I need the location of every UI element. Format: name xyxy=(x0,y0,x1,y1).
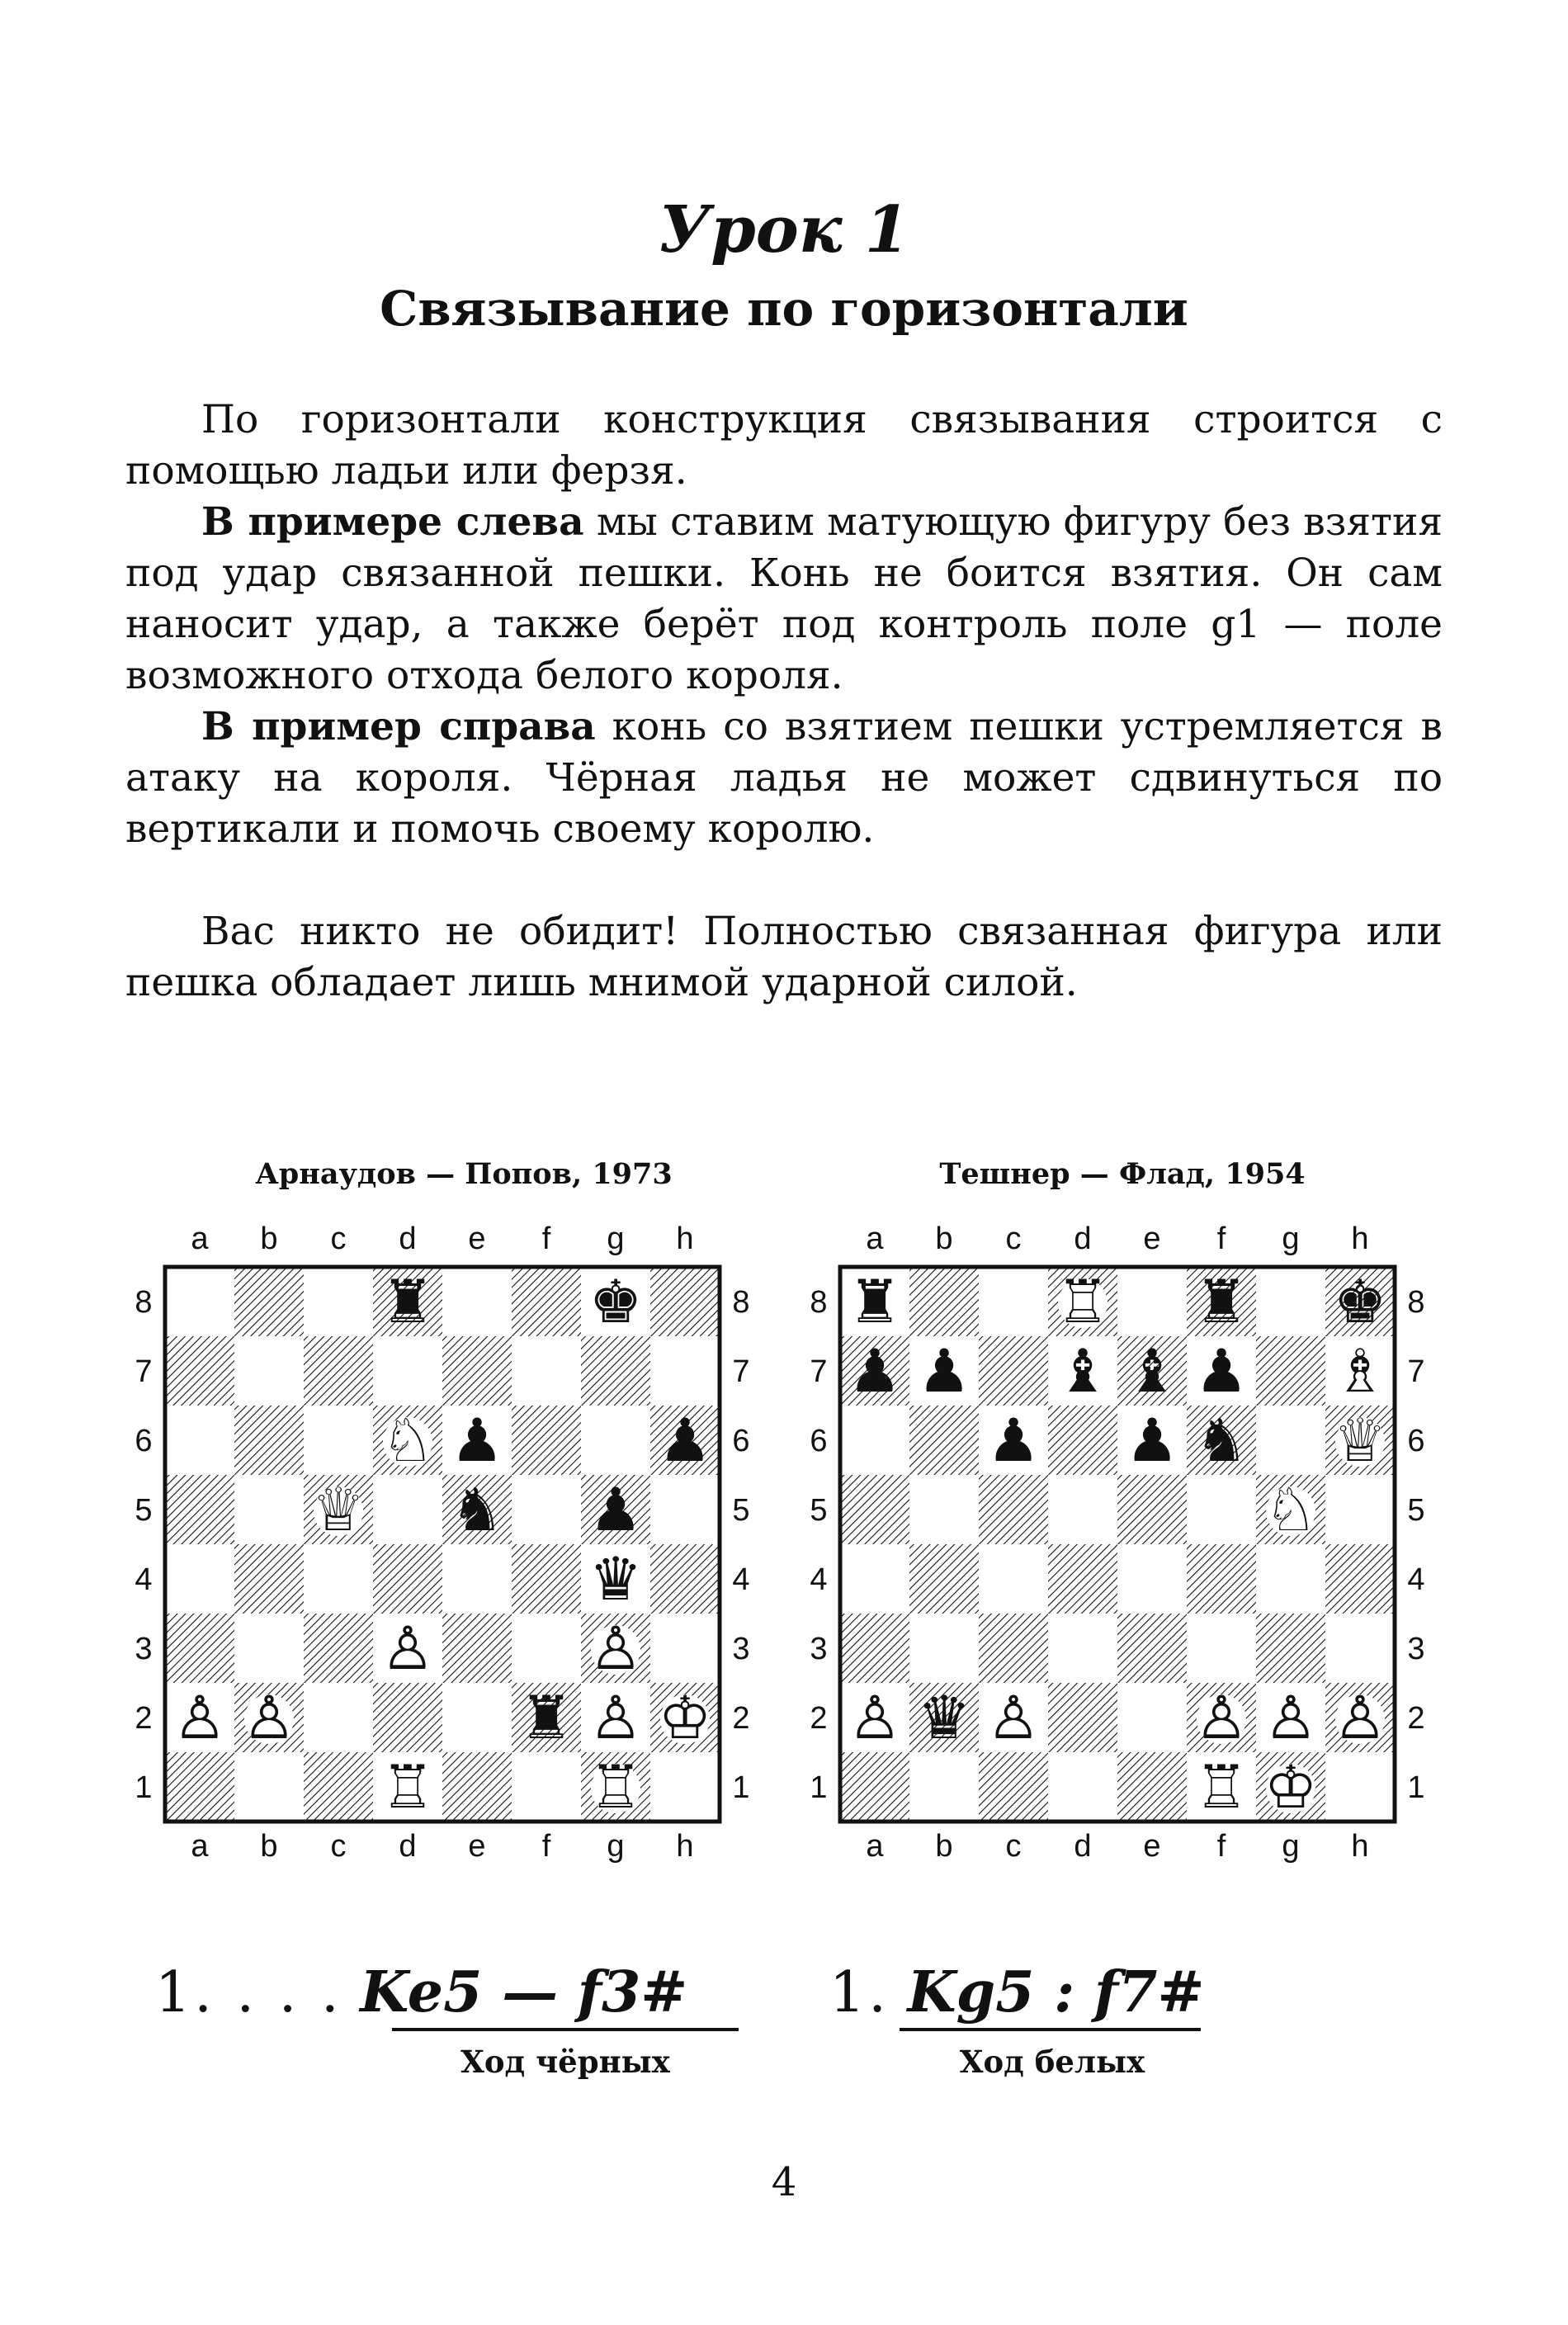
square-f3 xyxy=(1187,1614,1256,1683)
file-label-a-bottom: a xyxy=(191,1829,209,1864)
square-h4 xyxy=(1325,1544,1395,1614)
paragraph-3 xyxy=(125,702,1443,855)
black-pawn-e6: ♟ xyxy=(1125,1406,1179,1475)
square-d2 xyxy=(1048,1683,1117,1752)
black-rook-f8: ♜ xyxy=(1194,1267,1249,1336)
square-b6 xyxy=(234,1406,304,1475)
square-b5 xyxy=(909,1475,979,1544)
square-b3 xyxy=(909,1614,979,1683)
paragraph-1: По горизонтали конструкция связывания строится с помощью ладьи или ферзя. xyxy=(125,397,1443,494)
rank-label-7-right: 7 xyxy=(732,1354,750,1389)
rank-label-5-left: 5 xyxy=(135,1493,153,1528)
right-chess-board xyxy=(791,1217,1517,1878)
rank-label-8-left: 8 xyxy=(135,1285,153,1320)
rank-label-8-right: 8 xyxy=(1407,1285,1425,1320)
square-b8 xyxy=(909,1267,979,1336)
file-label-a-top: a xyxy=(191,1222,209,1256)
rank-label-5-right: 5 xyxy=(732,1493,750,1528)
file-label-h-top: h xyxy=(676,1222,694,1256)
file-label-g-bottom: g xyxy=(607,1829,625,1864)
square-c7 xyxy=(979,1336,1048,1406)
square-e3 xyxy=(1117,1614,1187,1683)
square-b6 xyxy=(909,1406,979,1475)
rank-label-1-left: 1 xyxy=(135,1770,153,1805)
black-pawn-f7: ♟ xyxy=(1194,1336,1249,1406)
square-c8 xyxy=(979,1267,1048,1336)
black-king-g8: ♚ xyxy=(588,1267,643,1336)
black-rook-f2: ♜ xyxy=(519,1683,574,1752)
left-move-line xyxy=(155,1959,688,2025)
file-label-f-top: f xyxy=(1216,1222,1226,1256)
rank-label-7-left: 7 xyxy=(810,1354,828,1389)
black-knight-e5: ♞ xyxy=(450,1475,504,1544)
paragraph-2 xyxy=(125,497,1443,702)
square-c4 xyxy=(979,1544,1048,1614)
white-knight-d6: ♘ xyxy=(380,1406,435,1475)
rank-label-5-left: 5 xyxy=(810,1493,828,1528)
square-a7 xyxy=(165,1336,234,1406)
right-move-caption: Ход белых xyxy=(959,2044,1145,2080)
square-g7 xyxy=(581,1336,650,1406)
file-label-e-bottom: e xyxy=(1143,1829,1161,1864)
file-label-h-bottom: h xyxy=(1351,1829,1369,1864)
square-c6 xyxy=(304,1406,373,1475)
left-move-notation: Ke5 — f3# xyxy=(360,1959,688,2025)
body-text xyxy=(125,395,1443,1009)
left-chess-board xyxy=(116,1217,842,1878)
square-f5 xyxy=(1187,1475,1256,1544)
white-rook-g1: ♖ xyxy=(588,1752,643,1822)
white-pawn-g3: ♙ xyxy=(588,1614,643,1683)
square-a5 xyxy=(840,1475,909,1544)
black-pawn-e6: ♟ xyxy=(450,1406,504,1475)
square-b1 xyxy=(234,1752,304,1822)
white-bishop-h7: ♗ xyxy=(1333,1336,1387,1406)
square-g3 xyxy=(1256,1614,1325,1683)
rank-label-3-right: 3 xyxy=(732,1632,750,1666)
file-label-e-bottom: e xyxy=(468,1829,486,1864)
rank-label-6-right: 6 xyxy=(732,1424,750,1458)
square-f7 xyxy=(512,1336,581,1406)
paragraph-3-text: конь со взятием пешки устремляется в атаку на короля. Чёрная ладья не может сдвинуться по вертикали и помочь своему королю. xyxy=(125,704,1443,852)
black-queen-g4: ♛ xyxy=(588,1544,643,1614)
rank-label-2-right: 2 xyxy=(732,1701,750,1736)
rank-label-8-right: 8 xyxy=(732,1285,750,1320)
square-e4 xyxy=(1117,1544,1187,1614)
square-d4 xyxy=(373,1544,442,1614)
file-label-a-top: a xyxy=(866,1222,884,1256)
rank-label-7-right: 7 xyxy=(1407,1354,1425,1389)
black-bishop-d7: ♝ xyxy=(1056,1336,1110,1406)
square-f1 xyxy=(512,1752,581,1822)
white-pawn-d3: ♙ xyxy=(380,1614,435,1683)
white-pawn-g2: ♙ xyxy=(588,1683,643,1752)
square-a4 xyxy=(840,1544,909,1614)
white-rook-d1: ♖ xyxy=(380,1752,435,1822)
file-label-c-top: c xyxy=(330,1222,347,1256)
file-label-h-bottom: h xyxy=(676,1829,694,1864)
rank-label-3-left: 3 xyxy=(135,1632,153,1666)
square-c4 xyxy=(304,1544,373,1614)
square-c3 xyxy=(304,1614,373,1683)
file-label-c-bottom: c xyxy=(330,1829,347,1864)
square-e4 xyxy=(442,1544,512,1614)
file-label-d-top: d xyxy=(399,1222,417,1256)
rank-label-2-left: 2 xyxy=(135,1701,153,1736)
square-b3 xyxy=(234,1614,304,1683)
file-label-b-bottom: b xyxy=(935,1829,953,1864)
square-a6 xyxy=(840,1406,909,1475)
file-label-d-bottom: d xyxy=(399,1829,417,1864)
white-pawn-a2: ♙ xyxy=(172,1683,227,1752)
square-c1 xyxy=(304,1752,373,1822)
file-label-g-bottom: g xyxy=(1282,1829,1300,1864)
square-f4 xyxy=(1187,1544,1256,1614)
square-e8 xyxy=(442,1267,512,1336)
square-c8 xyxy=(304,1267,373,1336)
rank-label-1-right: 1 xyxy=(732,1770,750,1805)
square-d5 xyxy=(1048,1475,1117,1544)
square-a1 xyxy=(840,1752,909,1822)
square-e2 xyxy=(442,1683,512,1752)
file-label-b-bottom: b xyxy=(260,1829,278,1864)
square-e7 xyxy=(442,1336,512,1406)
rank-label-7-left: 7 xyxy=(135,1354,153,1389)
rank-label-5-right: 5 xyxy=(1407,1493,1425,1528)
square-e1 xyxy=(1117,1752,1187,1822)
file-label-g-top: g xyxy=(1282,1222,1300,1256)
square-f3 xyxy=(512,1614,581,1683)
black-pawn-g5: ♟ xyxy=(588,1475,643,1544)
square-h8 xyxy=(650,1267,720,1336)
square-d7 xyxy=(373,1336,442,1406)
file-label-d-bottom: d xyxy=(1074,1829,1092,1864)
page-number: 4 xyxy=(771,2159,797,2205)
square-c5 xyxy=(979,1475,1048,1544)
square-d4 xyxy=(1048,1544,1117,1614)
square-b8 xyxy=(234,1267,304,1336)
square-b5 xyxy=(234,1475,304,1544)
black-pawn-b7: ♟ xyxy=(917,1336,971,1406)
rank-label-4-right: 4 xyxy=(1407,1562,1425,1597)
square-f5 xyxy=(512,1475,581,1544)
square-h3 xyxy=(650,1614,720,1683)
black-queen-b2: ♛ xyxy=(917,1683,971,1752)
square-h4 xyxy=(650,1544,720,1614)
white-pawn-f2: ♙ xyxy=(1194,1683,1249,1752)
white-queen-h6: ♕ xyxy=(1333,1406,1387,1475)
black-bishop-e7: ♝ xyxy=(1125,1336,1179,1406)
paragraph-2-lead: В примере слева xyxy=(201,499,584,545)
right-move-number: 1. xyxy=(829,1960,890,2025)
white-pawn-b2: ♙ xyxy=(242,1683,296,1752)
square-d5 xyxy=(373,1475,442,1544)
rank-label-1-right: 1 xyxy=(1407,1770,1425,1805)
square-f6 xyxy=(512,1406,581,1475)
white-pawn-h2: ♙ xyxy=(1333,1683,1387,1752)
black-king-h8: ♚ xyxy=(1333,1267,1387,1336)
square-f4 xyxy=(512,1544,581,1614)
black-pawn-a7: ♟ xyxy=(848,1336,902,1406)
square-b1 xyxy=(909,1752,979,1822)
file-label-c-bottom: c xyxy=(1005,1829,1022,1864)
black-rook-d8: ♜ xyxy=(380,1267,435,1336)
left-move-underline xyxy=(392,2028,739,2031)
file-label-b-top: b xyxy=(260,1222,278,1256)
rank-label-1-left: 1 xyxy=(810,1770,828,1805)
right-game-caption: Тешнер — Флад, 1954 xyxy=(939,1157,1306,1191)
square-g6 xyxy=(581,1406,650,1475)
left-game-caption: Арнаудов — Попов, 1973 xyxy=(255,1157,673,1191)
white-pawn-c2: ♙ xyxy=(986,1683,1041,1752)
rank-label-4-left: 4 xyxy=(810,1562,828,1597)
black-knight-f6: ♞ xyxy=(1194,1406,1249,1475)
square-d6 xyxy=(1048,1406,1117,1475)
square-h1 xyxy=(1325,1752,1395,1822)
white-pawn-g2: ♙ xyxy=(1263,1683,1318,1752)
square-h5 xyxy=(1325,1475,1395,1544)
square-b4 xyxy=(234,1544,304,1614)
rank-label-6-left: 6 xyxy=(810,1424,828,1458)
square-g8 xyxy=(1256,1267,1325,1336)
lesson-subtitle: Связывание по горизонтали xyxy=(380,281,1188,337)
paragraph-3-lead: В пример справа xyxy=(201,704,596,749)
square-d2 xyxy=(373,1683,442,1752)
paragraph-4: Вас никто не обидит! Полностью связанная фигура или пешка обладает лишь мнимой ударной силой. xyxy=(125,909,1443,1005)
square-h7 xyxy=(650,1336,720,1406)
left-move-number: 1. . . . xyxy=(155,1960,342,2025)
rank-label-4-right: 4 xyxy=(732,1562,750,1597)
black-pawn-h6: ♟ xyxy=(658,1406,712,1475)
square-a4 xyxy=(165,1544,234,1614)
file-label-f-bottom: f xyxy=(1216,1829,1226,1864)
square-e3 xyxy=(442,1614,512,1683)
rank-label-8-left: 8 xyxy=(810,1285,828,1320)
square-h5 xyxy=(650,1475,720,1544)
square-d1 xyxy=(1048,1752,1117,1822)
square-b7 xyxy=(234,1336,304,1406)
right-move-underline xyxy=(900,2028,1201,2031)
file-label-e-top: e xyxy=(1143,1222,1161,1256)
square-a1 xyxy=(165,1752,234,1822)
square-a8 xyxy=(165,1267,234,1336)
white-knight-g5: ♘ xyxy=(1263,1475,1318,1544)
square-e5 xyxy=(1117,1475,1187,1544)
white-queen-c5: ♕ xyxy=(311,1475,366,1544)
square-c2 xyxy=(304,1683,373,1752)
rank-label-3-right: 3 xyxy=(1407,1632,1425,1666)
file-label-a-bottom: a xyxy=(866,1829,884,1864)
square-c7 xyxy=(304,1336,373,1406)
white-king-h2: ♔ xyxy=(658,1683,712,1752)
white-rook-f1: ♖ xyxy=(1194,1752,1249,1822)
square-c1 xyxy=(979,1752,1048,1822)
file-label-h-top: h xyxy=(1351,1222,1369,1256)
white-rook-d8: ♖ xyxy=(1056,1267,1110,1336)
rank-label-2-right: 2 xyxy=(1407,1701,1425,1736)
square-a5 xyxy=(165,1475,234,1544)
rank-label-4-left: 4 xyxy=(135,1562,153,1597)
square-g7 xyxy=(1256,1336,1325,1406)
square-c3 xyxy=(979,1614,1048,1683)
right-move-notation: Kg5 : f7# xyxy=(907,1959,1205,2025)
square-g4 xyxy=(1256,1544,1325,1614)
file-label-f-top: f xyxy=(541,1222,551,1256)
black-rook-a8: ♜ xyxy=(848,1267,902,1336)
black-pawn-c6: ♟ xyxy=(986,1406,1041,1475)
rank-label-6-left: 6 xyxy=(135,1424,153,1458)
file-label-b-top: b xyxy=(935,1222,953,1256)
lesson-title: Урок 1 xyxy=(658,192,910,267)
white-king-g1: ♔ xyxy=(1263,1752,1318,1822)
white-pawn-a2: ♙ xyxy=(848,1683,902,1752)
square-b4 xyxy=(909,1544,979,1614)
square-e1 xyxy=(442,1752,512,1822)
file-label-d-top: d xyxy=(1074,1222,1092,1256)
rank-label-6-right: 6 xyxy=(1407,1424,1425,1458)
rank-label-2-left: 2 xyxy=(810,1701,828,1736)
square-d3 xyxy=(1048,1614,1117,1683)
square-g6 xyxy=(1256,1406,1325,1475)
square-a3 xyxy=(165,1614,234,1683)
square-a6 xyxy=(165,1406,234,1475)
left-move-caption: Ход чёрных xyxy=(460,2044,670,2080)
file-label-c-top: c xyxy=(1005,1222,1022,1256)
square-f8 xyxy=(512,1267,581,1336)
file-label-e-top: e xyxy=(468,1222,486,1256)
rank-label-3-left: 3 xyxy=(810,1632,828,1666)
right-move-line xyxy=(829,1959,1205,2025)
file-label-f-bottom: f xyxy=(541,1829,551,1864)
square-e2 xyxy=(1117,1683,1187,1752)
square-h3 xyxy=(1325,1614,1395,1683)
square-h1 xyxy=(650,1752,720,1822)
square-e8 xyxy=(1117,1267,1187,1336)
file-label-g-top: g xyxy=(607,1222,625,1256)
square-a3 xyxy=(840,1614,909,1683)
paragraph-2-text: мы ставим матующую фигуру без взятия под удар связанной пешки. Конь не боится взятия. Он сам наносит удар, а также берёт под контроль поле g1 — поле возможного отхода белого короля. xyxy=(125,499,1443,698)
